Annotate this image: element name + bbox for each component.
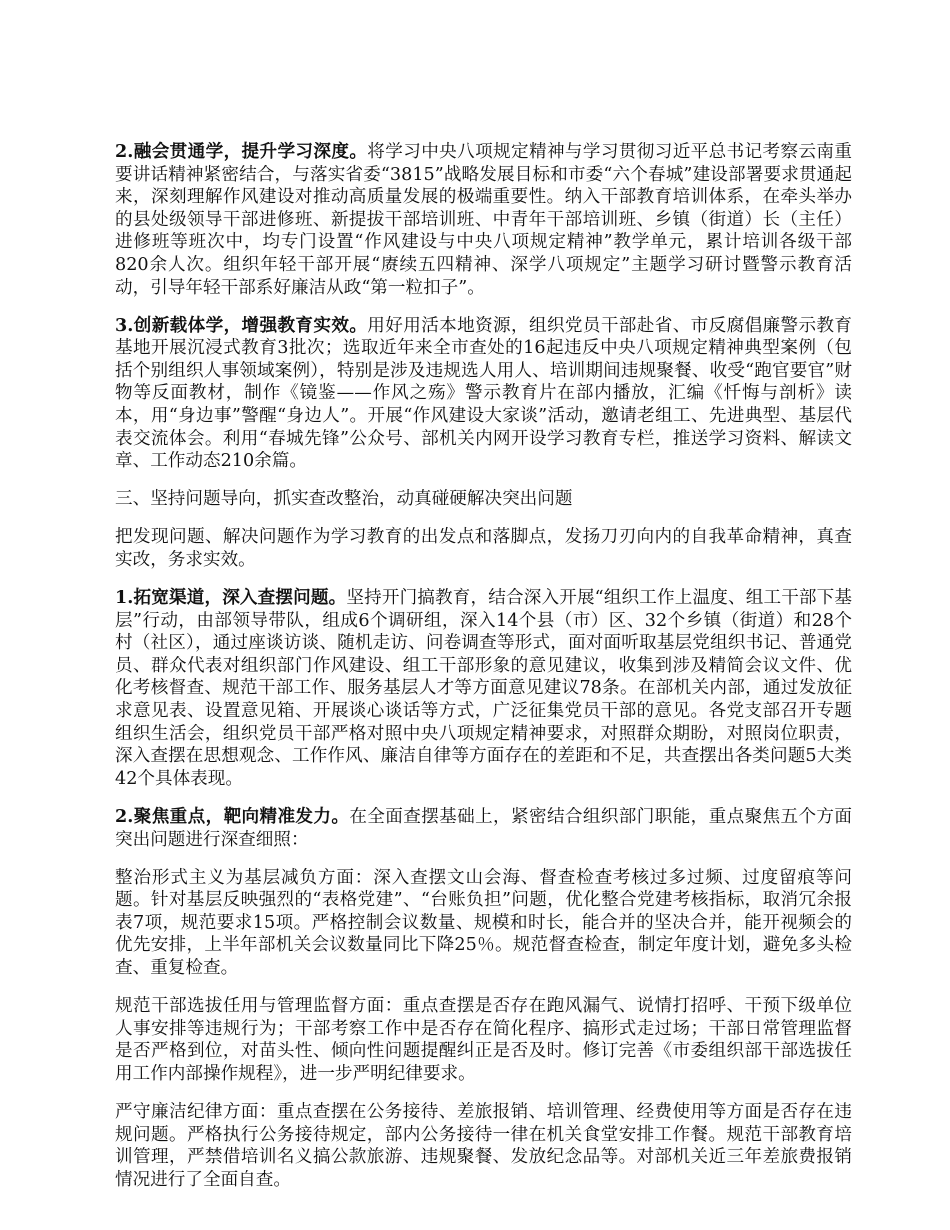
paragraph-text: 将学习中央八项规定精神与学习贯彻习近平总书记考察云南重要讲话精神紧密结合，与落实省委“3815”战略发展目标和市委“六个春城”建设部署要求贯通起来，深刻理解作风建设对推动高质量发展的极端重要性。纳入干部教育培训体系，在牵头举办的县处级领导干部进修班、新提拔干部培训班、中青年干部培训班、乡镇（街道）长（主任）进修班等班次中，均专门设置“作风建设与中央八项规定精神”教学单元，累计培训各级干部820余人次。组织年轻干部开展“赓续五四精神、深学八项规定”主题学习研讨暨警示教育活动，引导年轻干部系好廉洁从政“第一粒扣子”。 <box>115 142 852 298</box>
paragraph-text: 在全面查摆基础上，紧密结合组织部门职能，重点聚焦五个方面突出问题进行深查细照： <box>115 806 852 850</box>
paragraph-heading: 3.创新载体学，增强教育实效。 <box>115 314 368 336</box>
paragraph <box>115 867 852 980</box>
document-body <box>115 141 852 1207</box>
paragraph-heading: 2.聚焦重点，靶向精准发力。 <box>115 805 350 827</box>
paragraph-heading: 2.融会贯通学，提升学习深度。 <box>115 141 368 162</box>
paragraph <box>115 315 852 473</box>
paragraph-heading: 1.拓宽渠道，深入查摆问题。 <box>115 587 347 609</box>
paragraph-text: 把发现问题、解决问题作为学习教育的出发点和落脚点，发扬刀刃向内的自我革命精神，真查实改，务求实效。 <box>115 527 852 570</box>
paragraph <box>115 526 852 571</box>
paragraph <box>115 995 852 1085</box>
paragraph <box>115 141 852 299</box>
paragraph <box>115 1101 852 1191</box>
paragraph <box>115 806 852 851</box>
paragraph-text: 三、坚持问题导向，抓实查改整治，动真碰硬解决突出问题 <box>115 489 573 510</box>
paragraph-text: 坚持开门搞教育，结合深入开展“组织工作上温度、组工干部下基层”行动，由部领导带队，组成6个调研组，深入14个县（市）区、32个乡镇（街道）和28个村（社区），通过座谈访谈、随机走访、问卷调查等形式，面对面听取基层党组织书记、普通党员、群众代表对组织部门作风建设、组工干部形象的意见建议，收集到涉及精简会议文件、优化考核督查、规范干部工作、服务基层人才等方面意见建议78条。在部机关内部，通过发放征求意见表、设置意见箱、开展谈心谈话等方式，广泛征集党员干部的意见。各党支部召开专题组织生活会，组织党员干部严格对照中央八项规定精神要求，对照群众期盼，对照岗位职责，深入查摆在思想观念、工作作风、廉洁自律等方面存在的差距和不足，共查摆出各类问题5大类42个具体表现。 <box>115 588 852 789</box>
paragraph-text: 严守廉洁纪律方面：重点查摆在公务接待、差旅报销、培训管理、经费使用等方面是否存在违规问题。严格执行公务接待规定，部内公务接待一律在机关食堂安排工作餐。规范干部教育培训管理，严禁借培训名义搞公款旅游、违规聚餐、发放纪念品等。对部机关近三年差旅费报销情况进行了全面自查。 <box>115 1101 852 1190</box>
paragraph <box>115 587 852 790</box>
paragraph <box>115 488 852 511</box>
paragraph-text: 规范干部选拔任用与管理监督方面：重点查摆是否存在跑风漏气、说情打招呼、干预下级单位人事安排等违规行为；干部考察工作中是否存在简化程序、搞形式走过场；干部日常管理监督是否严格到位，对苗头性、倾向性问题提醒纠正是否及时。修订完善《市委组织部干部选拔任用工作内部操作规程》，进一步严明纪律要求。 <box>115 996 852 1084</box>
paragraph-text: 整治形式主义为基层减负方面：深入查摆文山会海、督查检查考核过多过频、过度留痕等问题。针对基层反映强烈的“表格党建”、“台账负担”问题，优化整合党建考核指标，取消冗余报表7项，规范要求15项。严格控制会议数量、规模和时长，能合并的坚决合并，能开视频会的优先安排，上半年部机关会议数量同比下降25％。规范督查检查，制定年度计划，避免多头检查、重复检查。 <box>115 867 852 978</box>
paragraph-text: 用好用活本地资源，组织党员干部赴省、市反腐倡廉警示教育基地开展沉浸式教育3批次；选取近年来全市查处的16起违反中央八项规定精神典型案例（包括个别组织人事领域案例），特别是涉及违规选人用人、培训期间违规聚餐、收受“跑官要官”财物等反面教材，制作《镜鉴——作风之殇》警示教育片在部内播放，汇编《忏悔与剖析》读本，用“身边事”警醒“身边人”。开展“作风建设大家谈”活动，邀请老组工、先进典型、基层代表交流体会。利用“春城先锋”公众号、部机关内网开设学习教育专栏，推送学习资料、解读文章、工作动态210余篇。 <box>115 315 852 472</box>
